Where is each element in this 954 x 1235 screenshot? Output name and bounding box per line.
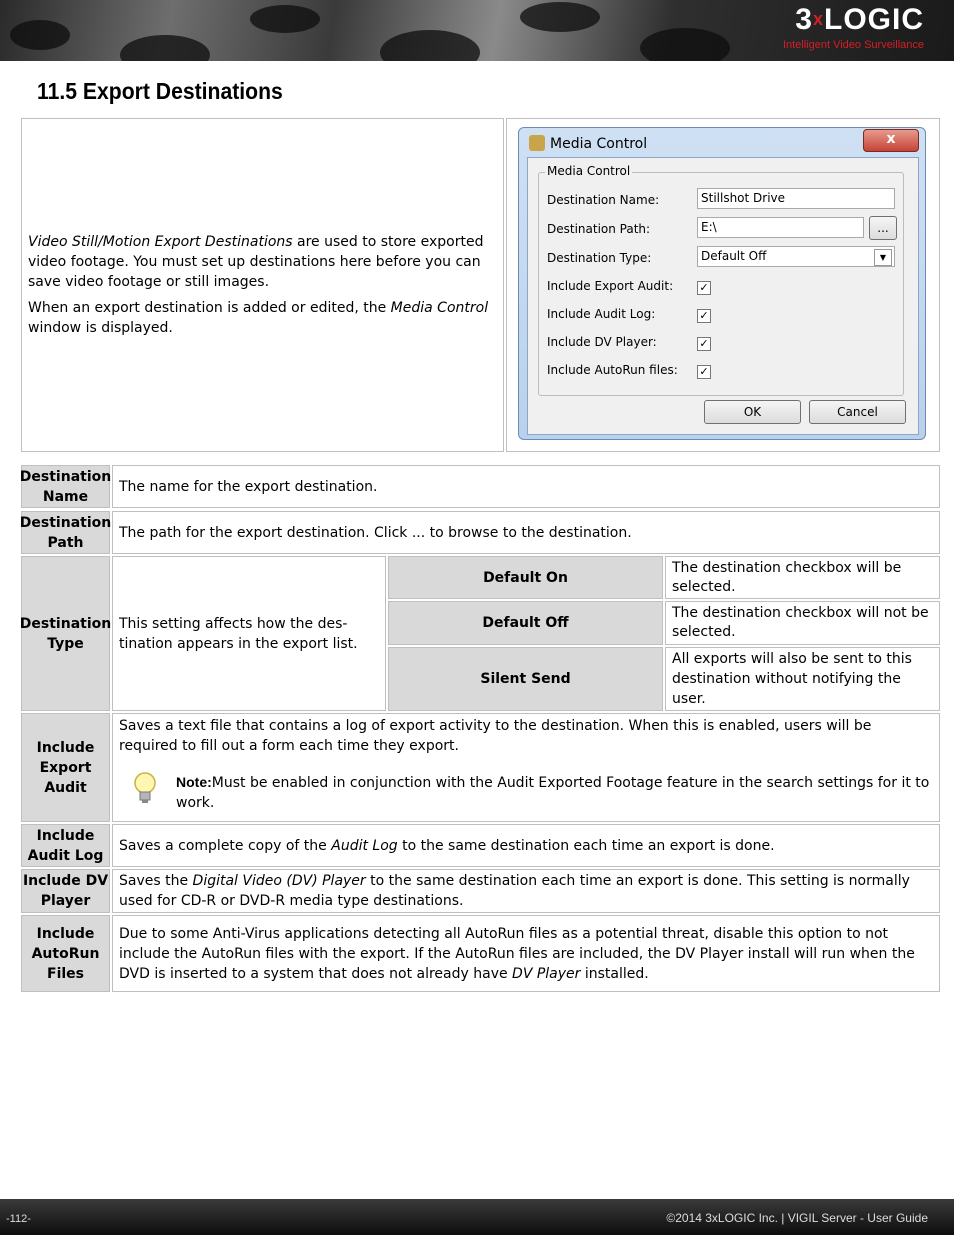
intro-italic: Video Still/Motion Export Destinations [28,234,293,250]
include-dv-player-desc: Saves the Digital Video (DV) Player to the same destination each time an export is done. This setting is normally used for CD-R or DVD-R media type destinations. [112,869,940,913]
intro-text-2: When an export destination is added or edited, the [28,300,391,316]
note-text: Must be enabled in conjunction with the Audit Exported Footage feature in the search settings for it to work. [176,775,930,811]
type-silent-send: Silent Send [388,647,663,711]
include-export-audit-desc: Saves a text file that contains a log of export activity to the destination. When this is enabled, users will be required to fill out a form each time they export. [119,718,872,754]
logo-tagline: Intelligent Video Surveillance [782,39,924,51]
intro-text-3: window is displayed. [28,320,173,336]
close-button[interactable]: x [863,129,919,152]
include-export-audit-checkbox[interactable]: ✓ [697,281,711,295]
type-silent-send-desc: All exports will also be sent to this destination without notifying the user. [665,647,940,711]
media-control-group [538,164,904,396]
type-default-on-desc: The destination checkbox will be selected. [665,556,940,599]
media-control-dialog [518,127,926,440]
page-number: -112- [6,1213,31,1225]
note-label: Note: [176,774,212,790]
group-label: Media Control [547,164,631,178]
destination-name-header: Destination Name [21,465,110,508]
include-autorun-header: Include AutoRun Files [21,915,110,992]
type-default-off-desc: The destination checkbox will not be selected. [665,601,940,645]
lightbulb-icon [133,771,157,805]
page-header-banner [0,0,954,61]
destination-type-header: Destination Type [21,556,110,711]
include-audit-log-desc: Saves a complete copy of the Audit Log to the same destination each time an export is done. [112,824,940,867]
include-audit-log-label: Include Audit Log: [547,307,656,321]
page-footer [0,1199,954,1235]
copyright-text: ©2014 3xLOGIC Inc. | VIGIL Server - User Guide [666,1211,928,1225]
intro-italic-2: Media Control [390,300,489,316]
include-dv-player-label: Include DV Player: [547,335,657,349]
destination-name-input[interactable]: Stillshot Drive [697,188,895,209]
include-audit-log-checkbox[interactable]: ✓ [697,309,711,323]
include-export-audit-label: Include Export Audit: [547,279,674,293]
destination-name-desc: The name for the export destination. [112,465,940,508]
chevron-down-icon: ▼ [874,249,892,266]
dialog-titlebar [529,135,647,152]
include-dv-player-header: Include DV Player [21,869,110,913]
company-logo: 3xLOGIC Intelligent Video Surveillance [782,3,924,51]
page-title: 11.5 Export Destinations [37,78,283,104]
destination-type-label: Destination Type: [547,251,652,265]
include-audit-log-header: Include Audit Log [21,824,110,867]
intro-cell [21,118,504,452]
destination-path-desc: The path for the export destination. Click ... to browse to the destination. [112,511,940,554]
include-autorun-desc: Due to some Anti-Virus applications detecting all AutoRun files as a potential threat, disable this option to not include the AutoRun files with the export. If the AutoRun files are included, the DV Player install will run when the DVD is inserted to a system that does not already have DV Player installed. [112,915,940,992]
include-dv-player-checkbox[interactable]: ✓ [697,337,711,351]
destination-path-input[interactable]: E:\ [697,217,864,238]
media-control-icon [529,135,545,151]
destination-type-select[interactable]: Default Off ▼ [697,246,895,267]
destination-path-label: Destination Path: [547,222,651,236]
destination-type-desc: This setting affects how the des-tination appears in the export list. [112,556,386,711]
destination-name-label: Destination Name: [547,193,660,207]
intro-text: are used to store exported video footage. You must set up destinations here before you can save video footage or still images. [28,234,484,290]
include-autorun-label: Include AutoRun files: [547,363,678,377]
type-default-on: Default On [388,556,663,599]
dialog-body [527,157,919,435]
include-autorun-checkbox[interactable]: ✓ [697,365,711,379]
ok-button[interactable]: OK [704,400,801,424]
destination-path-header: Destination Path [21,511,110,554]
include-export-audit-header: Include Export Audit [21,713,110,822]
include-export-audit-desc-cell [112,713,940,822]
type-default-off: Default Off [388,601,663,645]
dialog-title: Media Control [550,136,648,152]
cancel-button[interactable]: Cancel [809,400,906,424]
browse-button[interactable]: ... [869,216,897,240]
